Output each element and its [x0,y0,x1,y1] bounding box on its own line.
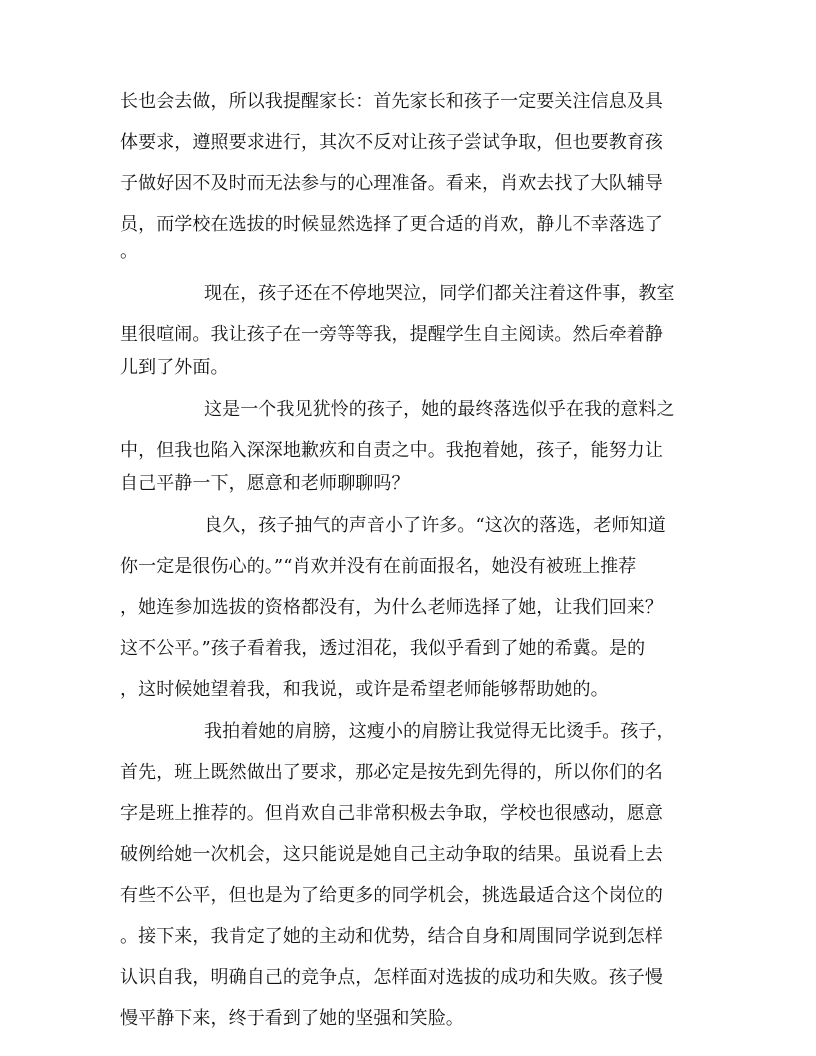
text-line: 这是一个我见犹怜的孩子，她的最终落选似乎在我的意料之 [204,399,675,420]
text-line: 员，而学校在选拔的时候显然选择了更合适的肖欢，静儿不幸落选了 [120,214,663,235]
text-line: 现在，孩子还在不停地哭泣，同学们都关注着这件事，教室 [204,283,675,304]
text-line: 儿到了外面。 [120,357,229,378]
text-line: 首先，班上既然做出了要求，那必定是按先到先得的，所以你们的名 [120,762,663,783]
text-line: 我拍着她的肩膀，这瘦小的肩膀让我觉得无比烫手。孩子， [204,721,675,742]
text-line: 体要求，遵照要求进行，其次不反对让孩子尝试争取，但也要教育孩 [120,132,663,153]
text-line: ，她连参加选拔的资格都没有，为什么老师选择了她，让我们回来？ [120,597,663,618]
text-line: 长也会去做，所以我提醒家长：首先家长和孩子一定要关注信息及具 [120,91,663,112]
text-line: 你一定是很伤心的。”“肖欢并没有在前面报名，她没有被班上推荐 [120,556,637,577]
text-line: ，这时候她望着我，和我说，或许是希望老师能够帮助她的。 [120,679,609,700]
text-line: 。 [120,241,139,262]
text-line: 里很喧闹。我让孩子在一旁等等我，提醒学生自主阅读。然后牵着静 [120,324,663,345]
text-line: 良久，孩子抽气的声音小了许多。“这次的落选，老师知道 [204,515,666,536]
text-line: 有些不公平，但也是为了给更多的同学机会，挑选最适合这个岗位的 [120,885,663,906]
text-line: 认识自我，明确自己的竞争点，怎样面对选拔的成功和失败。孩子慢 [120,967,663,988]
text-line: 慢平静下来，终于看到了她的坚强和笑脸。 [120,1008,464,1029]
text-line: 自己平静一下，愿意和老师聊聊吗？ [120,473,410,494]
text-line: 。接下来，我肯定了她的主动和优势，结合自身和周围同学说到怎样 [120,926,663,947]
text-line: 这不公平。”孩子看着我，透过泪花，我似乎看到了她的希冀。是的 [120,638,646,659]
text-line: 子做好因不及时而无法参与的心理准备。看来，肖欢去找了大队辅导 [120,173,663,194]
text-line: 破例给她一次机会，这只能说是她自己主动争取的结果。虽说看上去 [120,844,663,865]
text-line: 字是班上推荐的。但肖欢自己非常积极去争取，学校也很感动，愿意 [120,803,663,824]
text-line: 中，但我也陷入深深地歉疚和自责之中。我抱着她，孩子，能努力让 [120,440,663,461]
